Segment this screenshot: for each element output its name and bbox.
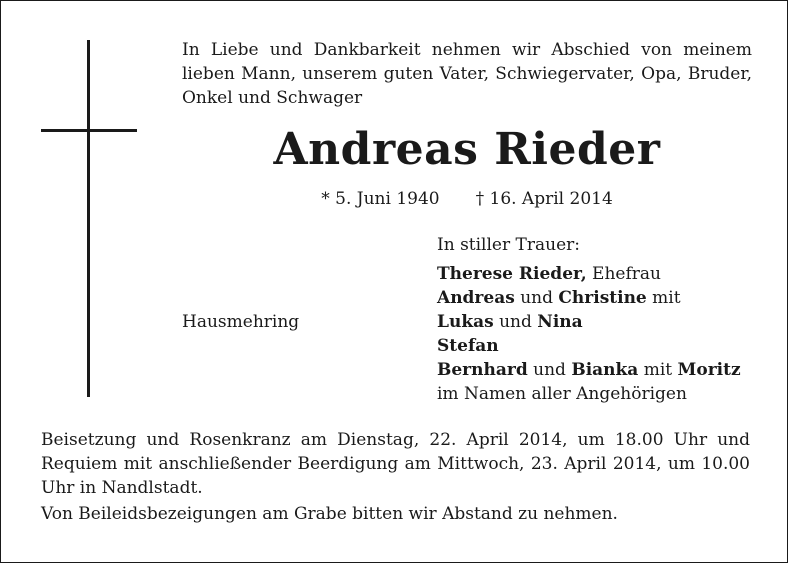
- mourner-name: Nina: [537, 312, 583, 332]
- mourner-closing: im Namen aller Angehörigen: [437, 384, 687, 404]
- birth-date: * 5. Juni 1940: [321, 189, 440, 209]
- mourner-name: Bernhard: [437, 360, 528, 380]
- death-date: † 16. April 2014: [475, 189, 613, 209]
- mourner-line: [437, 286, 767, 310]
- mourner-connector: mit: [646, 288, 681, 308]
- funeral-details: Beisetzung und Rosenkranz am Dienstag, 22. April 2014, um 18.00 Uhr und Requiem mit anschließender Beerdigung am Mittwoch, 23. April 2014, um 10.00 Uhr in Nandlstadt.: [41, 430, 750, 498]
- cross-horizontal-bar: [41, 129, 137, 132]
- mourners-heading: In stiller Trauer:: [437, 235, 580, 255]
- mourner-name: Therese Rieder,: [437, 264, 587, 284]
- mourner-name: Lukas: [437, 312, 494, 332]
- mourner-relation: Ehefrau: [586, 264, 661, 284]
- mourner-connector: und: [527, 360, 572, 380]
- mourner-line: [437, 310, 767, 334]
- place-name: Hausmehring: [182, 312, 300, 332]
- mourner-connector: mit: [638, 360, 678, 380]
- mourner-line: [437, 334, 767, 358]
- mourner-line: [437, 382, 767, 406]
- life-dates: [182, 187, 752, 211]
- mourner-connector: und: [514, 288, 559, 308]
- intro-text: In Liebe und Dankbarkeit nehmen wir Abschied von meinem lieben Mann, unserem guten Vater, Schwiegervater, Opa, Bruder, Onkel und Schwager: [182, 40, 752, 108]
- mourner-name: Andreas: [437, 288, 515, 308]
- mourner-line: [437, 262, 767, 286]
- mourner-line: [437, 358, 767, 382]
- condolence-note: Von Beileidsbezeigungen am Grabe bitten wir Abstand zu nehmen.: [41, 504, 618, 524]
- mourner-name: Stefan: [437, 336, 499, 356]
- cross-vertical-bar: [87, 40, 90, 397]
- mourner-name: Moritz: [677, 360, 741, 380]
- deceased-name: Andreas Rieder: [273, 124, 661, 175]
- mourner-name: Christine: [558, 288, 647, 308]
- mourner-connector: und: [493, 312, 538, 332]
- mourners-block: [437, 233, 767, 406]
- mourner-name: Bianka: [571, 360, 639, 380]
